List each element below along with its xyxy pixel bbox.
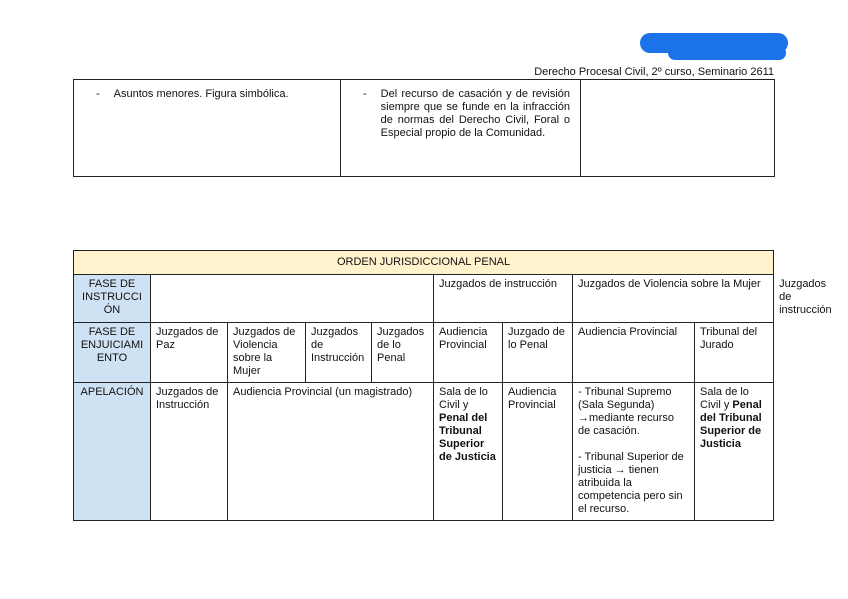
cell-audiencia-magistrado: Audiencia Provincial (un magistrado) <box>228 383 434 521</box>
top-cell-1: - Asuntos menores. Figura simbólica. <box>74 80 341 177</box>
phase-enjuiciamiento: FASE DE ENJUICIAMI ENTO <box>74 323 151 383</box>
cell-violencia-instruccion: Juzgados de Violencia sobre la Mujer <box>573 275 774 323</box>
supremo-line: - Tribunal Supremo (Sala Segunda) →mediante recurso de casación. <box>578 386 674 437</box>
phase-apelacion: APELACIÓN <box>74 383 151 521</box>
cell-juzgados-paz: Juzgados de Paz <box>151 323 228 383</box>
cell-penal-enj: Juzgados de lo Penal <box>372 323 434 383</box>
top-cell-2: - Del recurso de casación y de revisión siempre que se funde en la infracción de normas del Derecho Civil, Foral o Especial propio de la Comunidad. <box>341 80 581 177</box>
cell-sala-tsj: Sala de lo Civil y Penal del Tribunal Superior de Justicia <box>434 383 503 521</box>
cell-instruccion-enj: Juzgados de Instrucción <box>306 323 372 383</box>
cell-supremo <box>573 383 695 521</box>
top-table <box>73 79 775 177</box>
empty-instruccion-cell <box>151 275 434 323</box>
redaction-mark-2 <box>668 46 786 60</box>
top-cell-2-text: Del recurso de casación y de revisión siempre que se funde en la infracción de normas del Derecho Civil, Foral o Especial propio de la Comunidad. <box>380 88 570 139</box>
cell-juzgado-penal-enj: Juzgado de lo Penal <box>503 323 573 383</box>
page-header: Derecho Procesal Civil, 2º curso, Seminario 2611 <box>534 66 774 78</box>
cell-violencia-enj: Juzgados de Violencia sobre la Mujer <box>228 323 306 383</box>
cell-instruccion-apel: Juzgados de Instrucción <box>151 383 228 521</box>
penal-table: ORDEN JURISDICCIONAL PENAL FASE DE INSTRUCCI ÓN Juzgados de instrucción Juzgados de Violencia sobre la Mujer Juzgados de instrucción FASE DE ENJUICIAMI ENTO Juzgados de Paz Juzgados de Violencia sobre la Mujer Juzgados de Instrucción Juzgados de lo Penal Audiencia Provincial Juzgado de lo Penal Audiencia Provincial Tribunal del Jurado APELACIÓN Juzgados de Instrucción Audiencia Provincial (un magistrado) Sala de lo Civil y Penal del Tribunal Superior de Justicia Audiencia Provincial - Tribunal Supremo (Sala Segunda) →mediante recurso de casación. - Tribunal Superior de justicia → tienen atribuida la competencia pero sin el recurso. Sala de lo Civil y Penal del Tribunal Superior de Justicia <box>73 250 774 521</box>
cell-juzgados-instruccion: Juzgados de instrucción <box>434 275 573 323</box>
cell-jurado-enj: Tribunal del Jurado <box>695 323 774 383</box>
top-cell-3 <box>581 80 775 177</box>
cell-audiencia-apel: Audiencia Provincial <box>503 383 573 521</box>
cell-sala-tsj-2: Sala de lo Civil y Penal del Tribunal Superior de Justicia <box>695 383 774 521</box>
cell-audiencia2-enj: Audiencia Provincial <box>573 323 695 383</box>
table-title: ORDEN JURISDICCIONAL PENAL <box>74 251 774 275</box>
tsj-line: - Tribunal Superior de justicia → tienen atribuida la competencia pero sin el recurso. <box>578 451 684 515</box>
phase-instruccion: FASE DE INSTRUCCI ÓN <box>74 275 151 323</box>
top-cell-1-text: Asuntos menores. Figura simbólica. <box>113 88 289 100</box>
cell-audiencia-enj: Audiencia Provincial <box>434 323 503 383</box>
